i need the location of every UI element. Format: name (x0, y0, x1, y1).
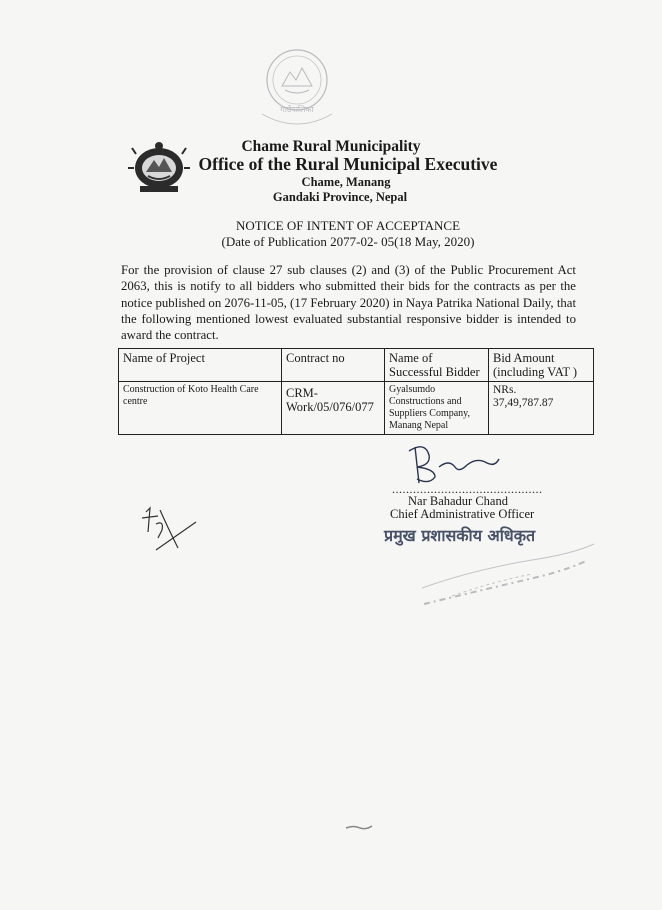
table-header-row (119, 349, 594, 382)
award-table (118, 348, 594, 435)
initials-mark (138, 498, 202, 554)
notice-title: NOTICE OF INTENT OF ACCEPTANCE (235, 218, 461, 233)
notice-heading (0, 218, 662, 250)
cell-amount: NRs. 37,49,787.87 (489, 382, 594, 435)
office-seal-stamp (252, 42, 342, 140)
faded-office-stamp (412, 530, 602, 620)
cell-bidder: Gyalsumdo Constructions and Suppliers Company, Manang Nepal (385, 382, 489, 435)
svg-text:गाउँपालिका: गाउँपालिका (280, 105, 314, 114)
notice-body-paragraph: For the provision of clause 27 sub clauses (2) and (3) of the Public Procurement Act 2063, this is notify to all bidders who submitted their bids for the contracts as per the notice published on 2076-11-05, (17 February 2020) in Naya Patrika National Daily, that the following mentioned lowest evaluated substantial responsive bidder is intended to award the contract. (121, 263, 577, 343)
office-province: Gandaki Province, Nepal (272, 190, 408, 204)
header-contract: Contract no (282, 349, 385, 382)
office-location: Chame, Manang (301, 175, 391, 189)
cell-project: Construction of Koto Health Care centre (119, 382, 282, 435)
ink-smudge (344, 823, 374, 831)
header-amount: Bid Amount (including VAT ) (489, 349, 594, 382)
table-row (119, 382, 594, 435)
officer-signature (395, 437, 515, 487)
publication-date: (Date of Publication 2077-02- 05(18 May, 2020) (221, 234, 475, 249)
office-name: Office of the Rural Municipal Executive (198, 154, 498, 174)
officer-title: Chief Administrative Officer (390, 507, 535, 521)
header-bidder: Name of Successful Bidder (385, 349, 489, 382)
municipality-name: Chame Rural Municipality (241, 138, 421, 155)
signature-line: ........................................... (392, 482, 543, 496)
header-project: Name of Project (119, 349, 282, 382)
nepali-officer-title: प्रमुख प्रशासकीय अधिकृत (384, 526, 536, 545)
officer-name: Nar Bahadur Chand (408, 494, 508, 508)
cell-contract: CRM- Work/05/076/077 (282, 382, 385, 435)
